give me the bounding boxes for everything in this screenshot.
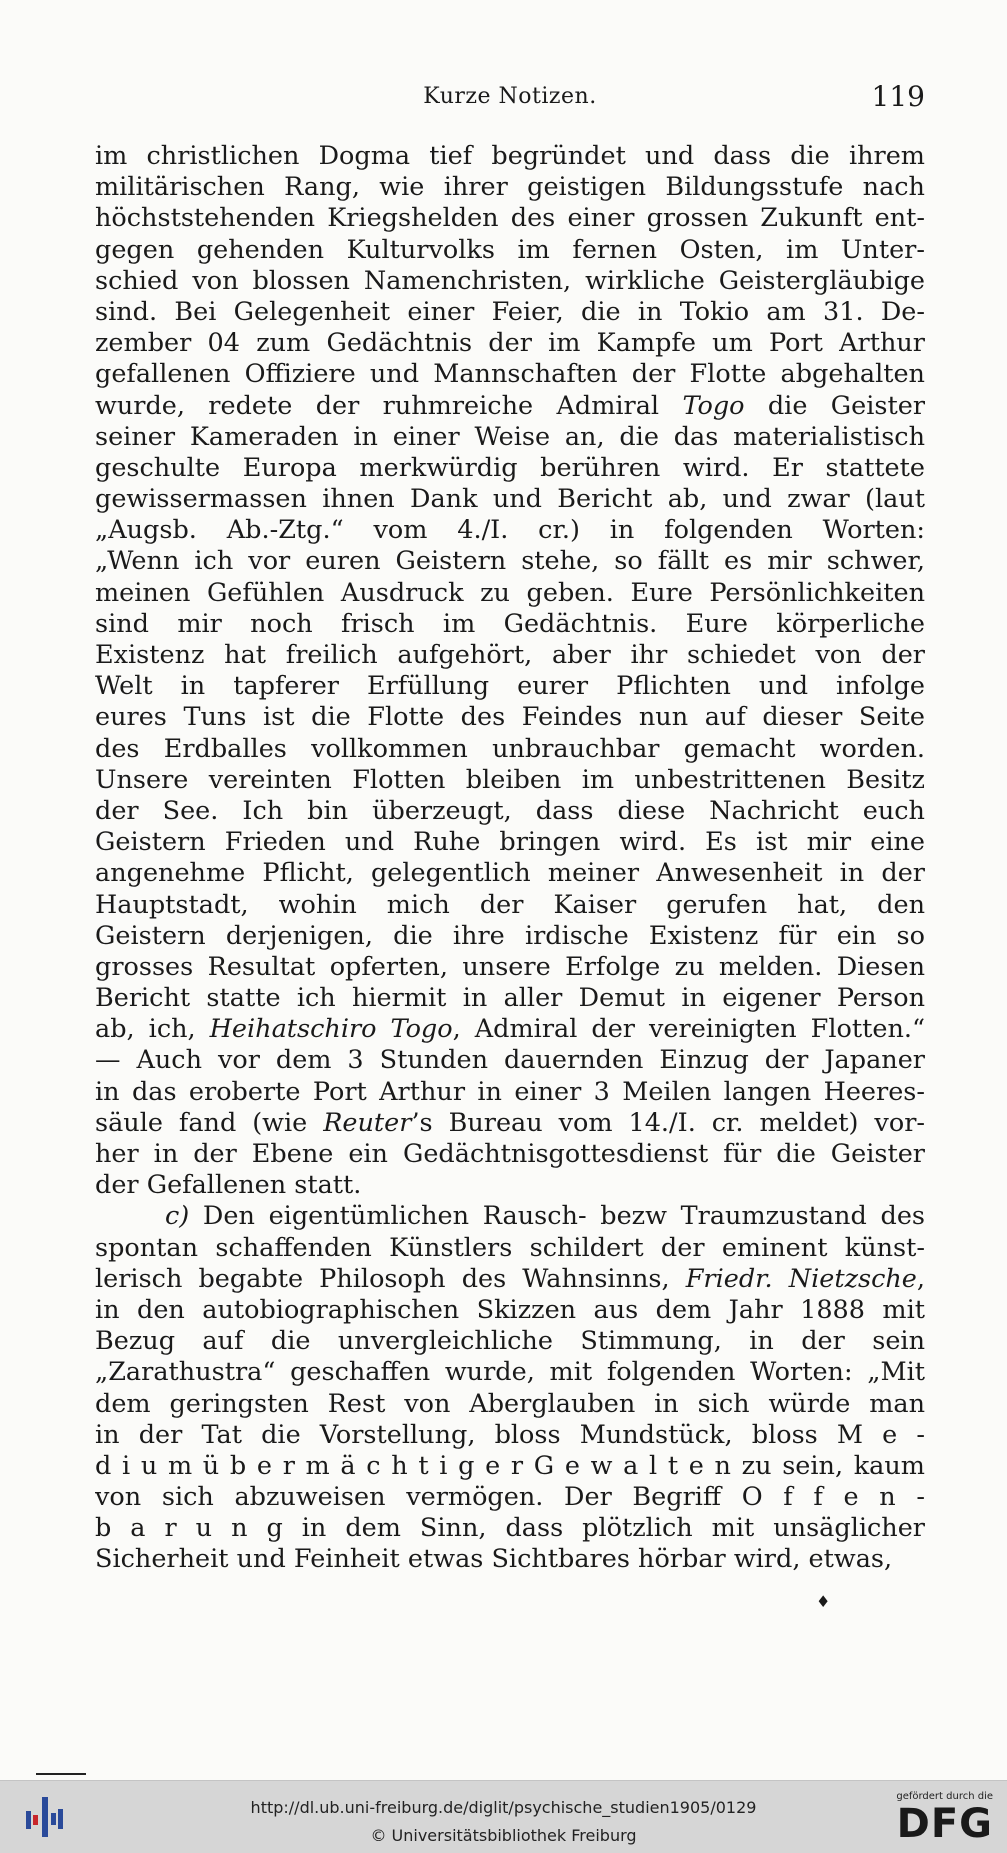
page-number: 119 bbox=[871, 80, 925, 113]
text-line bbox=[95, 484, 925, 515]
text-span: gegen gehenden Kulturvolks im fernen Osten, im Unter- bbox=[95, 234, 925, 265]
text-span: Den eigentümlichen Rausch- bezw Traumzustand des bbox=[189, 1201, 925, 1232]
text-line bbox=[95, 515, 925, 546]
body-text bbox=[95, 141, 925, 1576]
text-span: Welt in tapferer Erfüllung eurer Pflichten und infolge bbox=[95, 671, 925, 702]
running-title: Kurze Notizen. bbox=[423, 84, 597, 109]
text-span: ab, ich, bbox=[95, 1014, 210, 1045]
text-span: in den autobiographischen Skizzen aus dem Jahr 1888 mit bbox=[95, 1294, 925, 1325]
text-span: grosses Resultat opferten, unsere Erfolge zu melden. Diesen bbox=[95, 951, 925, 982]
text-span: spontan schaffenden Künstlers schildert der eminent künst- bbox=[95, 1232, 925, 1263]
text-span: Bericht statte ich hiermit in aller Demut in eigener Person bbox=[95, 983, 925, 1014]
text-line bbox=[95, 1170, 925, 1201]
text-line bbox=[95, 1451, 925, 1482]
viewer-footer bbox=[0, 1780, 1007, 1853]
text-line bbox=[95, 890, 925, 921]
text-line bbox=[95, 609, 925, 640]
text-span: sind. Bei Gelegenheit einer Feier, die in Tokio am 31. De- bbox=[95, 296, 925, 327]
italic-span: Heihatschiro Togo bbox=[209, 1014, 453, 1045]
text-line bbox=[95, 141, 925, 172]
text-line bbox=[95, 921, 925, 952]
text-span: angenehme Pflicht, gelegentlich meiner Anwesenheit in der bbox=[95, 858, 925, 889]
text-span: lerisch begabte Philosoph des Wahnsinns, bbox=[95, 1263, 686, 1294]
text-line bbox=[95, 1045, 925, 1076]
text-span: wurde, redete der ruhmreiche Admiral bbox=[95, 390, 683, 421]
text-span: ’s Bureau vom 14./I. cr. meldet) vor- bbox=[411, 1107, 925, 1138]
text-span: Bezug auf die unvergleichliche Stimmung, in der sein bbox=[95, 1326, 925, 1357]
text-line bbox=[95, 172, 925, 203]
text-span: militärischen Rang, wie ihrer geistigen Bildungsstufe nach bbox=[95, 172, 925, 203]
text-span: des Erdballes vollkommen unbrauchbar gemacht worden. bbox=[95, 733, 925, 764]
text-span: d i u m ü b e r m ä c h t i g e r G e w a l t e n zu sein, kaum bbox=[95, 1450, 925, 1481]
text-line bbox=[95, 1544, 925, 1575]
text-span: schied von blossen Namenchristen, wirkliche Geistergläubige bbox=[95, 265, 925, 296]
text-span: meinen Gefühlen Ausdruck zu geben. Eure Persönlichkeiten bbox=[95, 577, 925, 608]
text-line bbox=[95, 297, 925, 328]
text-span: der Gefallenen statt. bbox=[95, 1170, 362, 1201]
text-span: Existenz hat freilich aufgehört, aber ihr schiedet von der bbox=[95, 640, 925, 670]
dfg-logo-text: DFG bbox=[896, 1801, 993, 1847]
text-line bbox=[95, 1077, 925, 1108]
text-span: „Augsb. Ab.-Ztg.“ vom 4./I. cr.) in folgenden Worten: bbox=[95, 515, 925, 546]
text-line bbox=[95, 1357, 925, 1388]
text-line bbox=[95, 422, 925, 453]
text-line bbox=[95, 359, 925, 390]
text-line bbox=[95, 827, 925, 858]
text-span: „Zarathustra“ geschaffen wurde, mit folgenden Worten: „Mit bbox=[95, 1357, 925, 1388]
text-line bbox=[95, 203, 925, 234]
text-line bbox=[95, 952, 925, 983]
text-span: im christlichen Dogma tief begründet und dass die ihrem bbox=[95, 141, 925, 171]
text-line bbox=[95, 266, 925, 297]
text-span: — Auch vor dem 3 Stunden dauernden Einzug der Japaner bbox=[95, 1045, 925, 1076]
text-span: , Admiral der vereinigten Flotten.“ bbox=[452, 1014, 925, 1045]
text-line bbox=[95, 235, 925, 266]
running-head bbox=[95, 80, 925, 116]
text-line bbox=[95, 765, 925, 796]
text-span: dem geringsten Rest von Aberglauben in sich würde man bbox=[95, 1388, 925, 1419]
text-span: eures Tuns ist die Flotte des Feindes nun auf dieser Seite bbox=[95, 702, 925, 733]
text-span: von sich abzuweisen vermögen. Der Begriff O f f e n - bbox=[95, 1482, 925, 1513]
text-span: Unsere vereinten Flotten bleiben im unbestrittenen Besitz bbox=[95, 764, 925, 795]
text-span: Sicherheit und Feinheit etwas Sichtbares hörbar wird, etwas, bbox=[95, 1544, 893, 1575]
text-line bbox=[95, 1139, 925, 1170]
text-line bbox=[95, 1420, 925, 1451]
text-line bbox=[95, 546, 925, 577]
text-line bbox=[95, 1264, 925, 1295]
italic-span: Reuter bbox=[323, 1107, 412, 1138]
text-line bbox=[95, 734, 925, 765]
text-line bbox=[95, 1108, 925, 1139]
text-line bbox=[95, 671, 925, 702]
text-line bbox=[95, 796, 925, 827]
text-line bbox=[95, 578, 925, 609]
text-span: zember 04 zum Gedächtnis der im Kampfe um Port Arthur bbox=[95, 328, 925, 359]
text-line bbox=[95, 858, 925, 889]
text-span: geschulte Europa merkwürdig berühren wird. Er stattete bbox=[95, 452, 925, 483]
text-line bbox=[95, 1513, 925, 1544]
text-span: Geistern derjenigen, die ihre irdische Existenz für ein so bbox=[95, 920, 925, 951]
italic-span: Friedr. Nietzsche bbox=[685, 1263, 917, 1294]
text-line bbox=[95, 1233, 925, 1264]
text-line bbox=[95, 453, 925, 484]
dfg-sponsor-logo bbox=[883, 1791, 993, 1847]
text-span: seiner Kameraden in einer Weise an, die das materialistisch bbox=[95, 421, 925, 452]
text-line bbox=[95, 1389, 925, 1420]
text-span: „Wenn ich vor euren Geistern stehe, so fällt es mir schwer, bbox=[95, 546, 925, 577]
text-line bbox=[95, 1201, 925, 1232]
text-span: Geistern Frieden und Ruhe bringen wird. Es ist mir eine bbox=[95, 827, 925, 858]
text-line bbox=[95, 1482, 925, 1513]
footnote-rule bbox=[36, 1773, 86, 1775]
text-line bbox=[95, 983, 925, 1014]
text-span: her in der Ebene ein Gedächtnisgottesdienst für die Geister bbox=[95, 1139, 925, 1169]
dfg-sponsor-caption: gefördert durch die bbox=[896, 1791, 993, 1802]
text-span: gewissermassen ihnen Dank und Bericht ab, und zwar (laut bbox=[95, 484, 925, 515]
footer-copyright: © Universitätsbibliothek Freiburg bbox=[370, 1826, 637, 1845]
text-line bbox=[95, 1014, 925, 1045]
text-span: sind mir noch frisch im Gedächtnis. Eure körperliche bbox=[95, 608, 925, 639]
text-span: in das eroberte Port Arthur in einer 3 Meilen langen Heeres- bbox=[95, 1076, 925, 1107]
text-line bbox=[95, 1295, 925, 1326]
text-span: der See. Ich bin überzeugt, dass diese Nachricht euch bbox=[95, 795, 925, 826]
italic-span: Togo bbox=[682, 390, 745, 421]
footer-url-link[interactable]: http://dl.ub.uni-freiburg.de/diglit/psychische_studien1905/0129 bbox=[250, 1798, 757, 1817]
text-span: säule fand (wie bbox=[95, 1107, 324, 1138]
text-line bbox=[95, 328, 925, 359]
text-line bbox=[95, 391, 925, 422]
text-span: b a r u n g in dem Sinn, dass plötzlich mit unsäglicher bbox=[95, 1513, 925, 1544]
text-span: Hauptstadt, wohin mich der Kaiser gerufen hat, den bbox=[95, 889, 925, 920]
ornament-mark: ♦ bbox=[816, 1592, 831, 1611]
text-span: , bbox=[916, 1263, 925, 1294]
text-line bbox=[95, 702, 925, 733]
text-span: in der Tat die Vorstellung, bloss Mundstück, bloss M e - bbox=[95, 1419, 925, 1450]
text-line bbox=[95, 1326, 925, 1357]
text-line bbox=[95, 640, 925, 671]
italic-span: c) bbox=[165, 1201, 190, 1232]
text-span: gefallenen Offiziere und Mannschaften der Flotte abgehalten bbox=[95, 359, 925, 390]
text-span: höchststehenden Kriegshelden des einer grossen Zukunft ent- bbox=[95, 203, 925, 234]
text-span: die Geister bbox=[744, 390, 925, 421]
